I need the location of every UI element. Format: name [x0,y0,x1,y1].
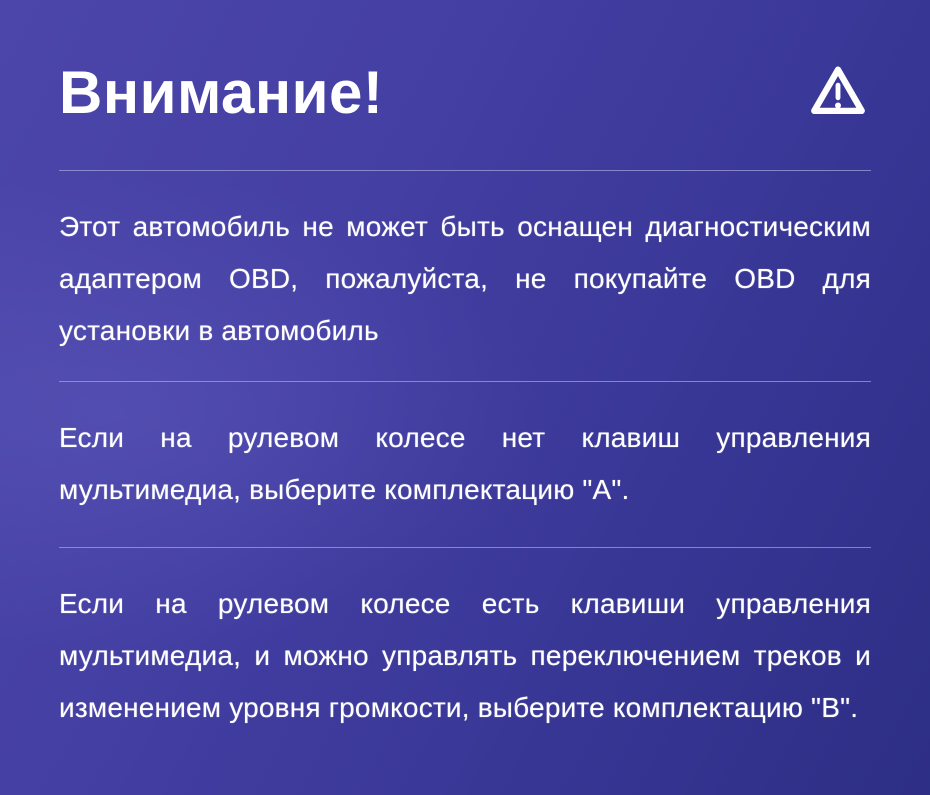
divider-after-title [59,170,871,171]
paragraph-obd-warning: Этот автомобиль не может быть оснащен диагностическим адаптером OBD, пожалуйста, не покупайте OBD для установки в автомобиль [59,211,871,346]
page-title: Внимание! [59,59,384,126]
divider-after-paragraph-2 [59,547,871,548]
paragraph-trim-a: Если на рулевом колесе нет клавиш управления мультимедиа, выберите комплектацию "А". [59,422,871,505]
warning-triangle-icon [807,62,871,125]
banner-header [59,0,871,128]
divider-after-paragraph-1 [59,381,871,382]
paragraph-trim-b: Если на рулевом колесе есть клавиши управления мультимедиа, и можно управлять переключением треков и изменением уровня громкости, выберите комплектацию "В". [59,588,871,723]
